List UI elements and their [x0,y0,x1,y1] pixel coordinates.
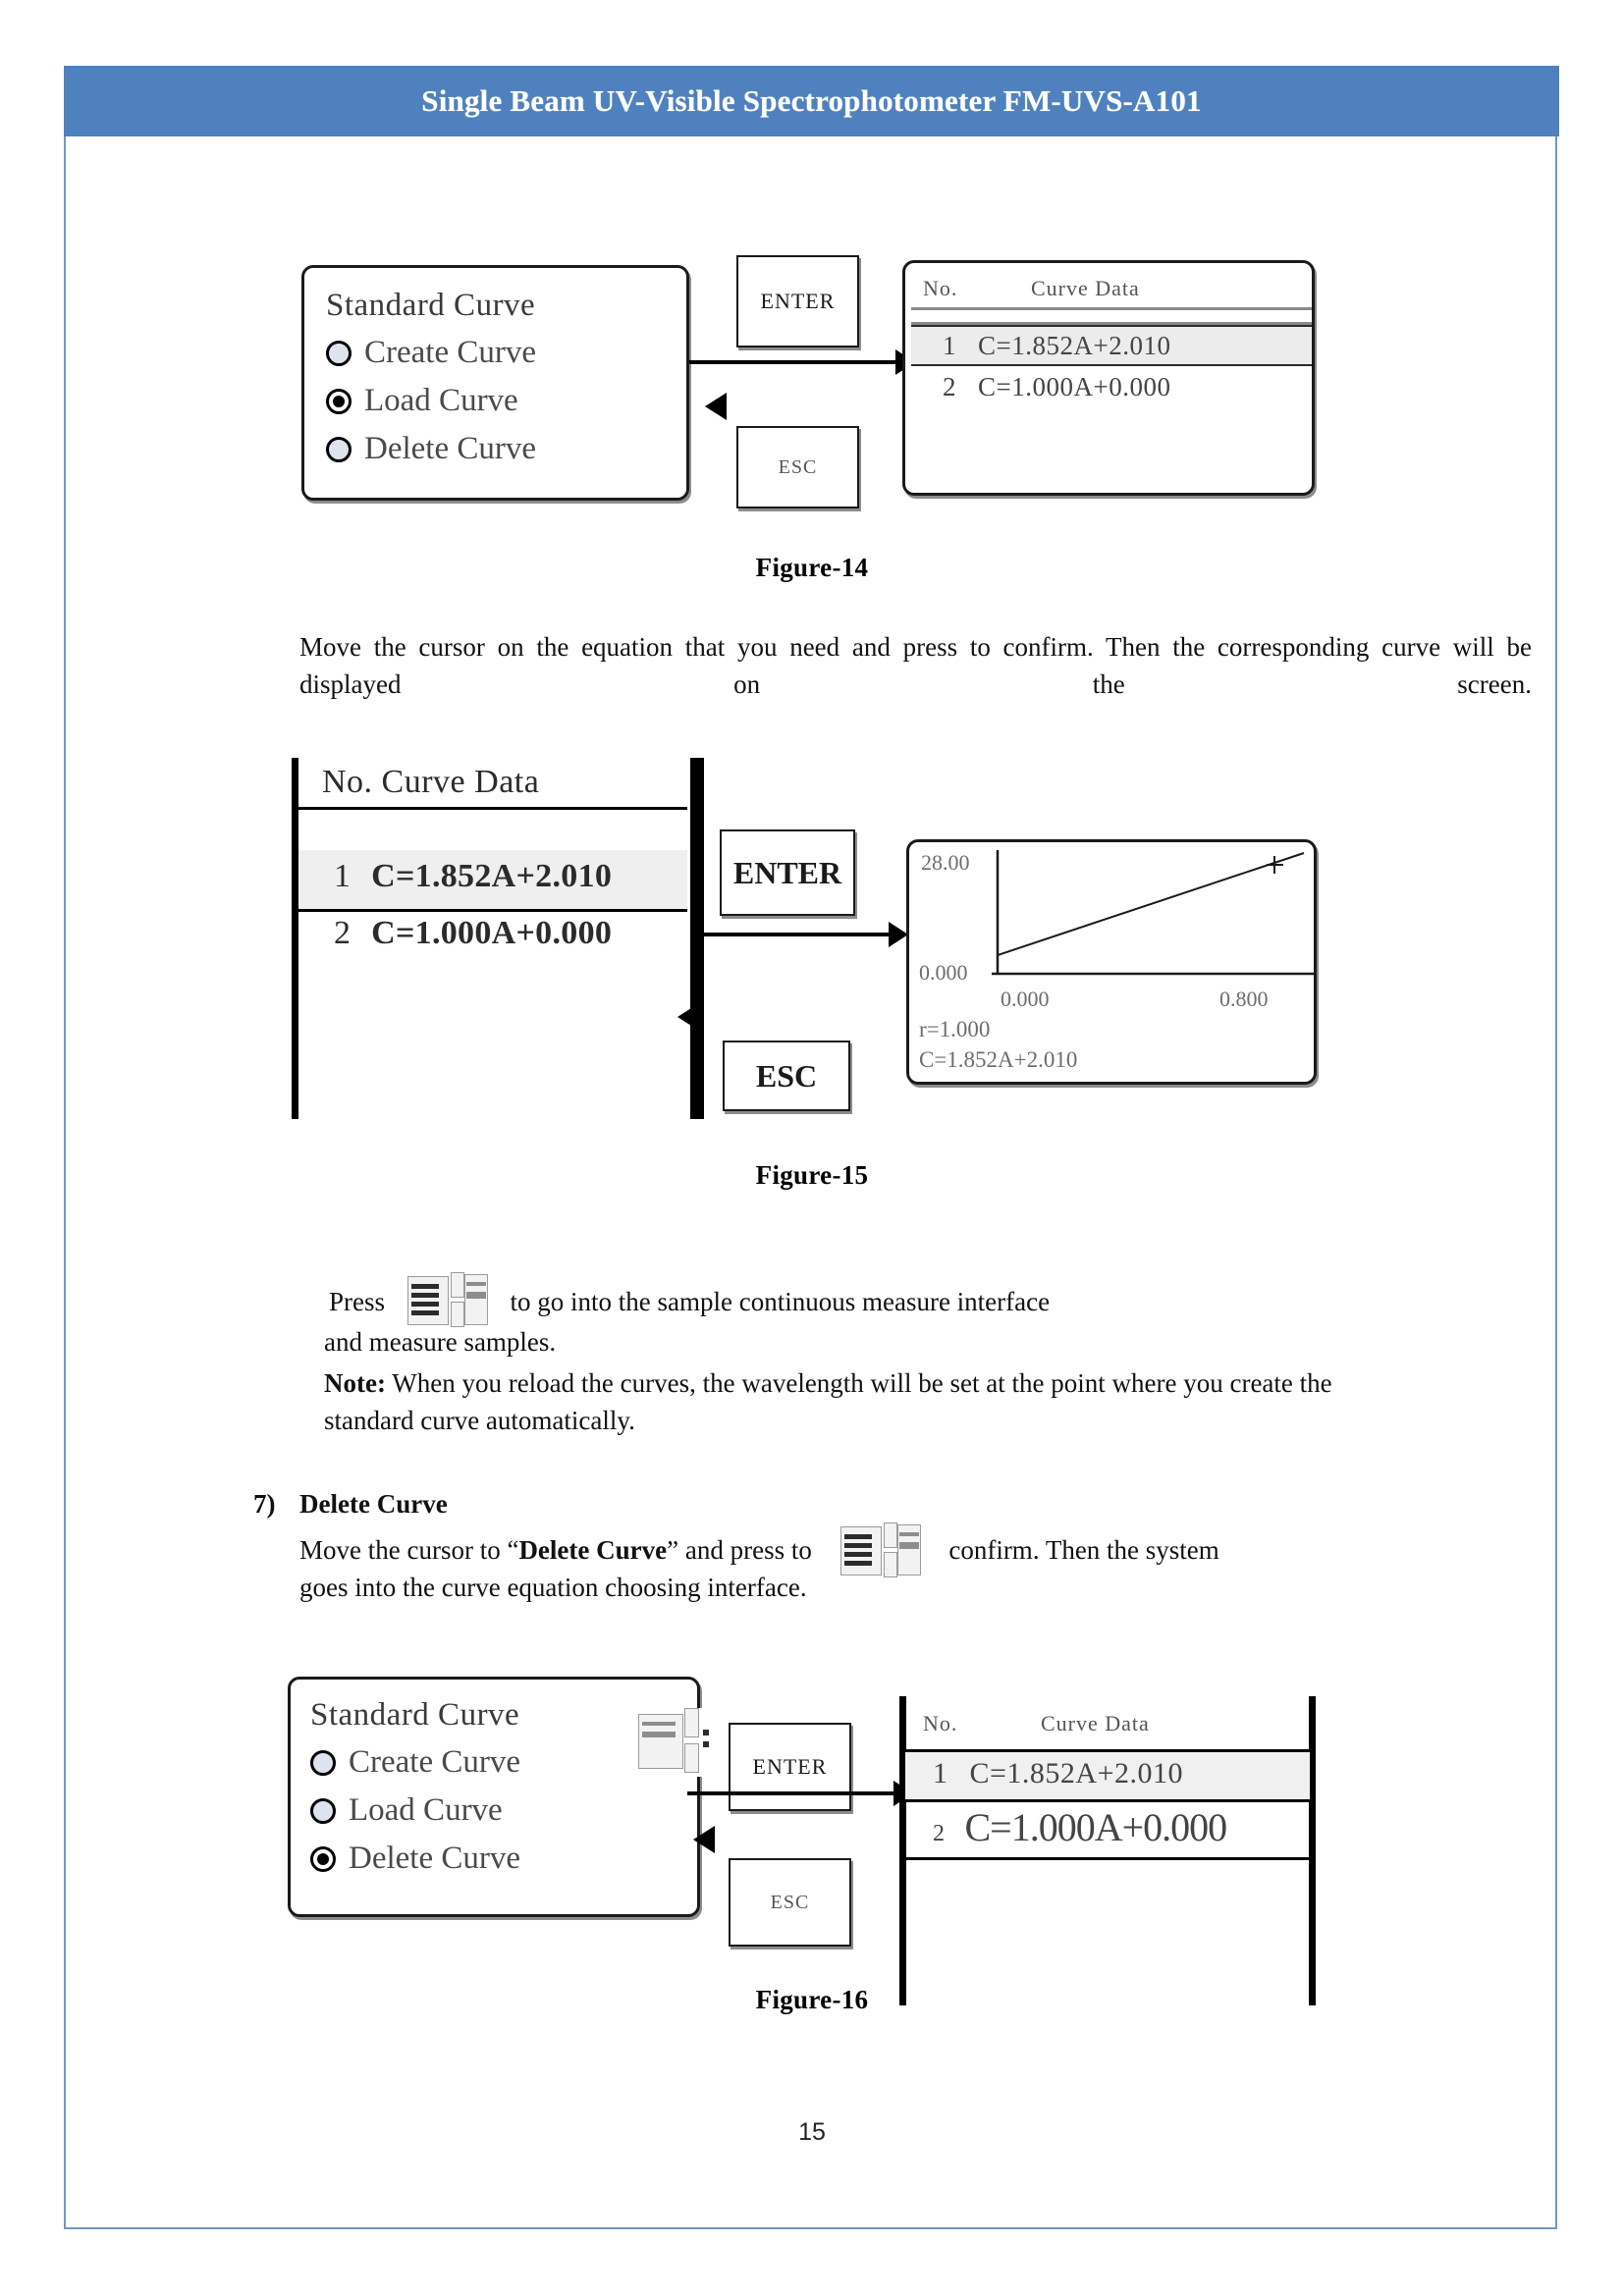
figure14-row2-no: 2 [943,371,956,401]
figure15-table-left-border [292,758,298,1119]
figure16-row1-no: 1 [933,1757,948,1789]
figure15-row2[interactable] [334,915,612,952]
mini-thumb-left-row4 [411,1310,439,1315]
section7-number: 7) [253,1489,276,1519]
mini-thumb-key-bottom [684,1743,699,1773]
mini-thumb-left-row3 [844,1552,872,1557]
figure15-caption: Figure-15 [755,1160,869,1190]
figure14-menu-label-delete-curve: Delete Curve [364,431,537,466]
figure16-col-curve-data: Curve Data [1041,1711,1150,1735]
figure16-enter-key-label: ENTER [752,1754,828,1779]
figure15-curve-chart-panel [906,839,1317,1085]
figure15-arrow-left-head [677,1003,699,1031]
mini-thumb-right-row1 [466,1282,486,1286]
menu-screenshot-icon [407,1272,488,1329]
press-instruction-line2: and measure samples. [324,1327,557,1357]
figure16-arrow-left-head [693,1826,715,1853]
section7-body-part2: ” and press to [667,1535,812,1566]
mini-thumb-key-top [884,1522,897,1548]
figure16-table-right-border [1309,1696,1316,2005]
chart-correlation-annotation: r=1.000 [919,1017,991,1041]
figure14-col-curve-data: Curve Data [1031,276,1140,300]
figure14-esc-key-label: ESC [778,455,818,478]
figure16-esc-key-label: ESC [770,1891,810,1913]
section7-body-part3: confirm. Then the system [948,1535,1219,1566]
figure14-menu-item-create-curve[interactable] [326,335,536,371]
radio-icon-load-curve-selected[interactable] [326,389,352,414]
figure16-table-left-border [899,1696,906,2005]
chart-x-min-label: 0.000 [1001,987,1050,1011]
figure16-row1[interactable] [933,1757,1183,1790]
mini-thumb-left-row2 [642,1732,676,1737]
figure14-enter-key[interactable] [736,255,859,347]
section7-body-line2: goes into the curve equation choosing interface. [299,1573,807,1602]
figure14-esc-key[interactable] [736,426,859,508]
press-after-icon-text: to go into the sample continuous measure interface [510,1287,1051,1317]
mini-thumb-left-row1 [411,1284,439,1289]
figure14-enter-key-label: ENTER [760,289,836,313]
document-header-band [64,66,1559,136]
mini-thumb-key-top [684,1708,699,1737]
figure16-row2-equation: C=1.000A+0.000 [964,1805,1227,1849]
mini-thumb-dot1 [703,1730,709,1735]
figure15-esc-key[interactable] [723,1041,850,1111]
figure14-standard-curve-panel [301,265,689,501]
paragraph-load-curve-instruction: Move the cursor on the equation that you need and press to confirm. Then the corresponding curve will be displayed on the screen. [299,632,1532,700]
figure16-table-header [923,1711,1296,1736]
figure16-menu-label-create-curve: Create Curve [349,1744,521,1780]
figure16-caption: Figure-16 [755,1985,869,2014]
figure15-row1-rule [298,909,687,912]
radio-icon-create-curve[interactable] [326,341,352,366]
figure16-menu-title: Standard Curve [310,1697,520,1733]
figure16-col-no: No. [923,1711,958,1735]
mini-thumb-right-row2 [899,1542,919,1549]
note-text: When you reload the curves, the wavelength will be set at the point where you create the standard curve automatically. [324,1368,1332,1436]
document-title: Single Beam UV-Visible Spectrophotometer FM-UVS-A101 [421,83,1202,118]
figure16-menu-screenshot-icon [638,1708,719,1777]
chart-plot-area [992,848,1316,981]
mini-thumb-left-row1 [844,1534,872,1539]
table-row[interactable] [911,325,1312,366]
figure14-row2-equation: C=1.000A+0.000 [978,371,1171,401]
figure14-menu-title: Standard Curve [326,288,536,323]
radio-icon-delete-curve[interactable] [326,437,352,462]
mini-thumb-left-row4 [844,1561,872,1566]
radio-icon-delete-curve-selected[interactable] [310,1846,336,1872]
figure14-row1-equation: C=1.852A+2.010 [978,330,1171,360]
mini-thumb-left-row3 [411,1302,439,1307]
figure16-arrow-right-line [687,1791,898,1795]
radio-icon-create-curve[interactable] [310,1750,336,1776]
figure14-menu-item-load-curve[interactable] [326,383,518,419]
figure16-row1-equation: C=1.852A+2.010 [969,1757,1184,1789]
figure16-enter-key[interactable] [729,1723,851,1811]
chart-y-max-label: 28.00 [921,850,970,875]
figure14-header-rule [911,307,1312,310]
table-row[interactable] [911,366,1312,407]
figure15-table-right-border [690,758,697,1119]
figure16-menu-label-delete-curve: Delete Curve [349,1841,521,1876]
figure14-curve-data-panel [902,260,1315,496]
chart-y-min-label: 0.000 [919,960,968,985]
figure15-enter-key[interactable] [720,829,855,916]
mini-thumb-key-top [451,1272,464,1298]
figure15-esc-key-label: ESC [755,1057,818,1094]
figure15-arrow-right-head [889,922,908,947]
figure14-col-no: No. [923,276,958,300]
figure15-enter-key-label: ENTER [732,854,842,890]
figure14-menu-label-create-curve: Create Curve [364,335,537,370]
figure15-divider-line [697,758,704,1119]
figure14-arrow-right-line [689,360,899,364]
figure16-menu-label-load-curve: Load Curve [349,1792,503,1828]
mini-thumb-dot2 [703,1741,709,1747]
figure16-row1-rule [905,1799,1310,1802]
figure15-row2-equation: C=1.000A+0.000 [371,915,613,951]
mini-thumb-left-row2 [844,1543,872,1548]
chart-x-max-label: 0.800 [1219,987,1269,1011]
section7-heading: Delete Curve [299,1489,448,1519]
mini-thumb-left-row2 [411,1293,439,1298]
figure16-menu-item-load-curve[interactable] [310,1792,503,1829]
figure16-menu-item-delete-curve[interactable] [310,1841,520,1877]
figure16-row2-rule [905,1857,1310,1860]
mini-thumb-right-row1 [899,1532,919,1536]
press-word: Press [329,1287,386,1317]
mini-thumb-right-row2 [466,1292,486,1299]
note-label: Note: [324,1368,386,1398]
figure16-menu-item-create-curve[interactable] [310,1744,520,1781]
figure16-row2[interactable] [933,1804,1226,1850]
figure15-row2-no: 2 [334,915,352,951]
figure15-table-header: No. Curve Data [322,764,540,800]
page-number: 15 [798,2118,826,2146]
chart-equation-annotation: C=1.852A+2.010 [919,1047,1078,1072]
mini-thumb-left-row1 [642,1722,676,1726]
figure14-caption: Figure-14 [755,553,869,582]
figure15-header-rule [298,807,687,810]
note-block [324,1364,1414,1440]
section7-body-part1: Move the cursor to “ [299,1535,519,1566]
figure14-row1-no: 1 [943,330,956,360]
figure14-arrow-left-head [705,393,727,420]
figure15-row1[interactable] [334,858,612,895]
figure16-row2-no: 2 [933,1821,946,1846]
figure16-esc-key[interactable] [729,1858,851,1947]
figure14-table-header [923,276,1302,301]
section7-body-bold: Delete Curve [518,1535,668,1566]
figure14-menu-item-delete-curve[interactable] [326,431,536,467]
figure15-row1-equation: C=1.852A+2.010 [371,858,613,894]
radio-icon-load-curve[interactable] [310,1798,336,1824]
figure15-row1-no: 1 [334,858,352,894]
figure15-arrow-right-line [701,933,893,936]
figure14-menu-label-load-curve: Load Curve [364,383,518,418]
